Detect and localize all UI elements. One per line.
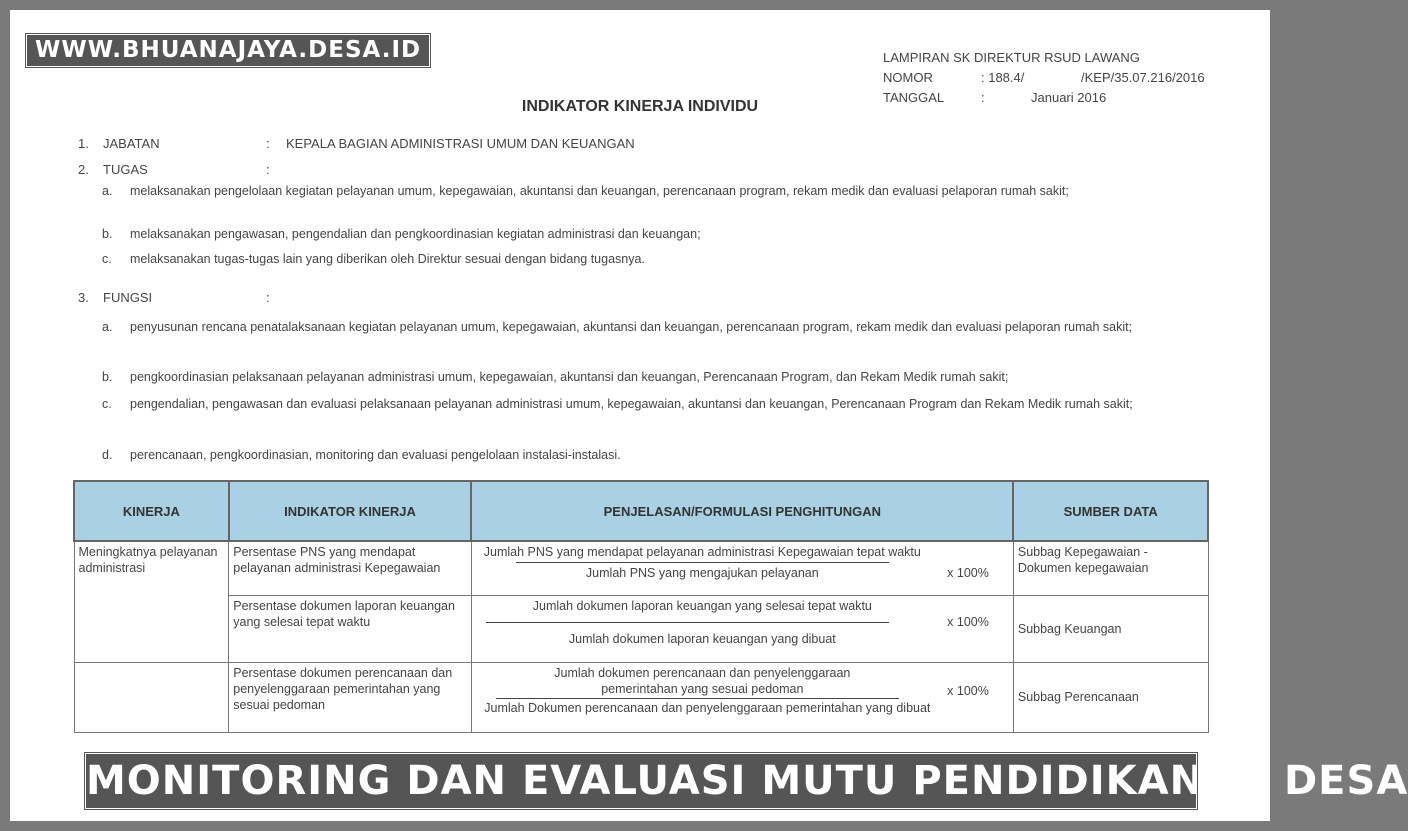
tugas-item: [102, 249, 1205, 270]
indikator-cell: Persentase dokumen perencanaan dan penyelenggaraan pemerintahan yang sesuai pedoman: [229, 662, 472, 732]
percent-label: x 100%: [947, 683, 989, 698]
bottom-title-banner: MONITORING DAN EVALUASI MUTU PENDIDIKAN DI DESA: [85, 753, 1197, 809]
jabatan-colon: :: [266, 136, 270, 151]
fungsi-item: [102, 392, 1205, 417]
fungsi-item: [102, 315, 1205, 340]
formula-numerator: Jumlah PNS yang mendapat pelayanan administrasi Kepegawaian tepat waktu: [483, 545, 921, 559]
nomor-colon: : 188.4/: [981, 70, 1025, 85]
jabatan-label: JABATAN: [103, 136, 160, 151]
item-text: perencanaan, pengkoordinasian, monitoring dan evaluasi pengelolaan instalasi-instalasi.: [130, 448, 621, 462]
item-mark: b.: [102, 227, 113, 241]
table-row: [74, 662, 1208, 732]
tugas-colon: :: [266, 162, 270, 177]
item-mark: d.: [102, 448, 113, 462]
formula-cell: [471, 595, 1013, 662]
tanggal-value: Januari 2016: [1031, 90, 1107, 105]
tugas-item: [102, 181, 1205, 202]
site-url-badge: WWW.BHUANAJAYA.DESA.ID: [26, 34, 430, 67]
denominator-text: Jumlah dokumen laporan keuangan yang dibuat: [568, 631, 836, 646]
jabatan-section: [10, 136, 1270, 156]
document-page: [10, 10, 1408, 821]
item-mark: b.: [102, 370, 113, 384]
sumber-cell: Subbag Keuangan: [1013, 595, 1208, 662]
item-mark: a.: [102, 320, 113, 334]
formula-numerator: Jumlah dokumen perencanaan dan penyelenggaraan pemerintahan yang sesuai pedoman: [554, 665, 851, 696]
fungsi-label: FUNGSI: [103, 290, 153, 305]
fraction-line: [486, 622, 889, 623]
fungsi-section: [10, 290, 1270, 310]
indikator-table: [73, 480, 1209, 733]
formula-numerator: Jumlah dokumen laporan keuangan yang selesai tepat waktu: [532, 598, 872, 613]
percent-label: x 100%: [947, 614, 989, 629]
item-text: melaksanakan pengelolaan kegiatan pelayanan umum, kepegawaian, akuntansi dan keuangan, perencanaan program, rekam medik dan evaluasi pelaporan rumah sakit;: [130, 184, 1069, 198]
item-mark: a.: [102, 184, 113, 198]
fungsi-item: [102, 367, 1205, 388]
fungsi-item: [102, 445, 1205, 466]
tugas-section: [10, 162, 1270, 182]
formula-denominator: [476, 700, 939, 716]
formula-denominator: [476, 631, 929, 647]
nomor-value: /KEP/35.07.216/2016: [1081, 70, 1205, 85]
header-indikator: INDIKATOR KINERJA: [229, 481, 472, 541]
kinerja-cell: Meningkatnya pelayanan administrasi: [74, 541, 229, 662]
fraction-line: [496, 698, 899, 699]
tanggal-label: TANGGAL: [883, 90, 945, 105]
fungsi-colon: :: [266, 290, 270, 305]
table-row: [74, 541, 1208, 595]
fungsi-num: 3.: [78, 290, 89, 305]
formula-denominator: [476, 565, 929, 581]
item-text: melaksanakan pengawasan, pengendalian dan pengkoordinasian kegiatan administrasi dan keuangan;: [130, 227, 701, 241]
percent-label: x 100%: [947, 566, 989, 580]
formula-cell: [471, 541, 1013, 595]
item-text: penyusunan rencana penatalaksanaan kegiatan pelayanan umum, kepegawaian, akuntansi dan keuangan, perencanaan program, rekam medik dan evaluasi pelaporan rumah sakit;: [130, 320, 1133, 334]
table-header-row: [74, 481, 1208, 541]
item-text: melaksanakan tugas-tugas lain yang diberikan oleh Direktur sesuai dengan bidang tugasnya.: [130, 252, 645, 266]
nomor-label: NOMOR: [883, 70, 933, 85]
lampiran-line: LAMPIRAN SK DIREKTUR RSUD LAWANG: [883, 50, 1140, 65]
item-text: pengendalian, pengawasan dan evaluasi pelaksanaan pelayanan administrasi umum, kepegawaian, akuntansi dan keuangan, Perencanaan Program dan Rekam Medik rumah sakit;: [130, 397, 1133, 411]
jabatan-num: 1.: [78, 136, 89, 151]
sumber-cell: Subbag Kepegawaian - Dokumen kepegawaian: [1013, 541, 1208, 595]
header-formulasi: PENJELASAN/FORMULASI PENGHITUNGAN: [471, 481, 1013, 541]
item-mark: c.: [102, 252, 112, 266]
tugas-num: 2.: [78, 162, 89, 177]
indikator-cell: Persentase PNS yang mendapat pelayanan administrasi Kepegawaian: [229, 541, 472, 595]
item-text: pengkoordinasian pelaksanaan pelayanan administrasi umum, kepegawaian, akuntansi dan keuangan, Perencanaan Program, dan Rekam Medik rumah sakit;: [130, 370, 1009, 384]
header-sumber: SUMBER DATA: [1013, 481, 1208, 541]
document-title: INDIKATOR KINERJA INDIVIDU: [521, 98, 759, 115]
denominator-text: Jumlah Dokumen perencanaan dan penyelenggaraan pemerintahan yang dibuat: [484, 700, 931, 715]
tanggal-colon: :: [981, 90, 985, 105]
formula-cell: [471, 662, 1013, 732]
nomor-row: [883, 68, 1205, 88]
item-mark: c.: [102, 397, 112, 411]
tugas-label: TUGAS: [103, 162, 148, 177]
tugas-item: [102, 224, 1205, 245]
jabatan-value: KEPALA BAGIAN ADMINISTRASI UMUM DAN KEUANGAN: [286, 136, 635, 151]
indikator-cell: Persentase dokumen laporan keuangan yang selesai tepat waktu: [229, 595, 472, 662]
sumber-cell: Subbag Perencanaan: [1013, 662, 1208, 732]
fraction-line: [516, 562, 889, 563]
denominator-text: Jumlah PNS yang mengajukan pelayanan: [585, 566, 819, 580]
table-row: [74, 595, 1208, 662]
header-kinerja: KINERJA: [74, 481, 229, 541]
kinerja-cell: [74, 662, 229, 732]
